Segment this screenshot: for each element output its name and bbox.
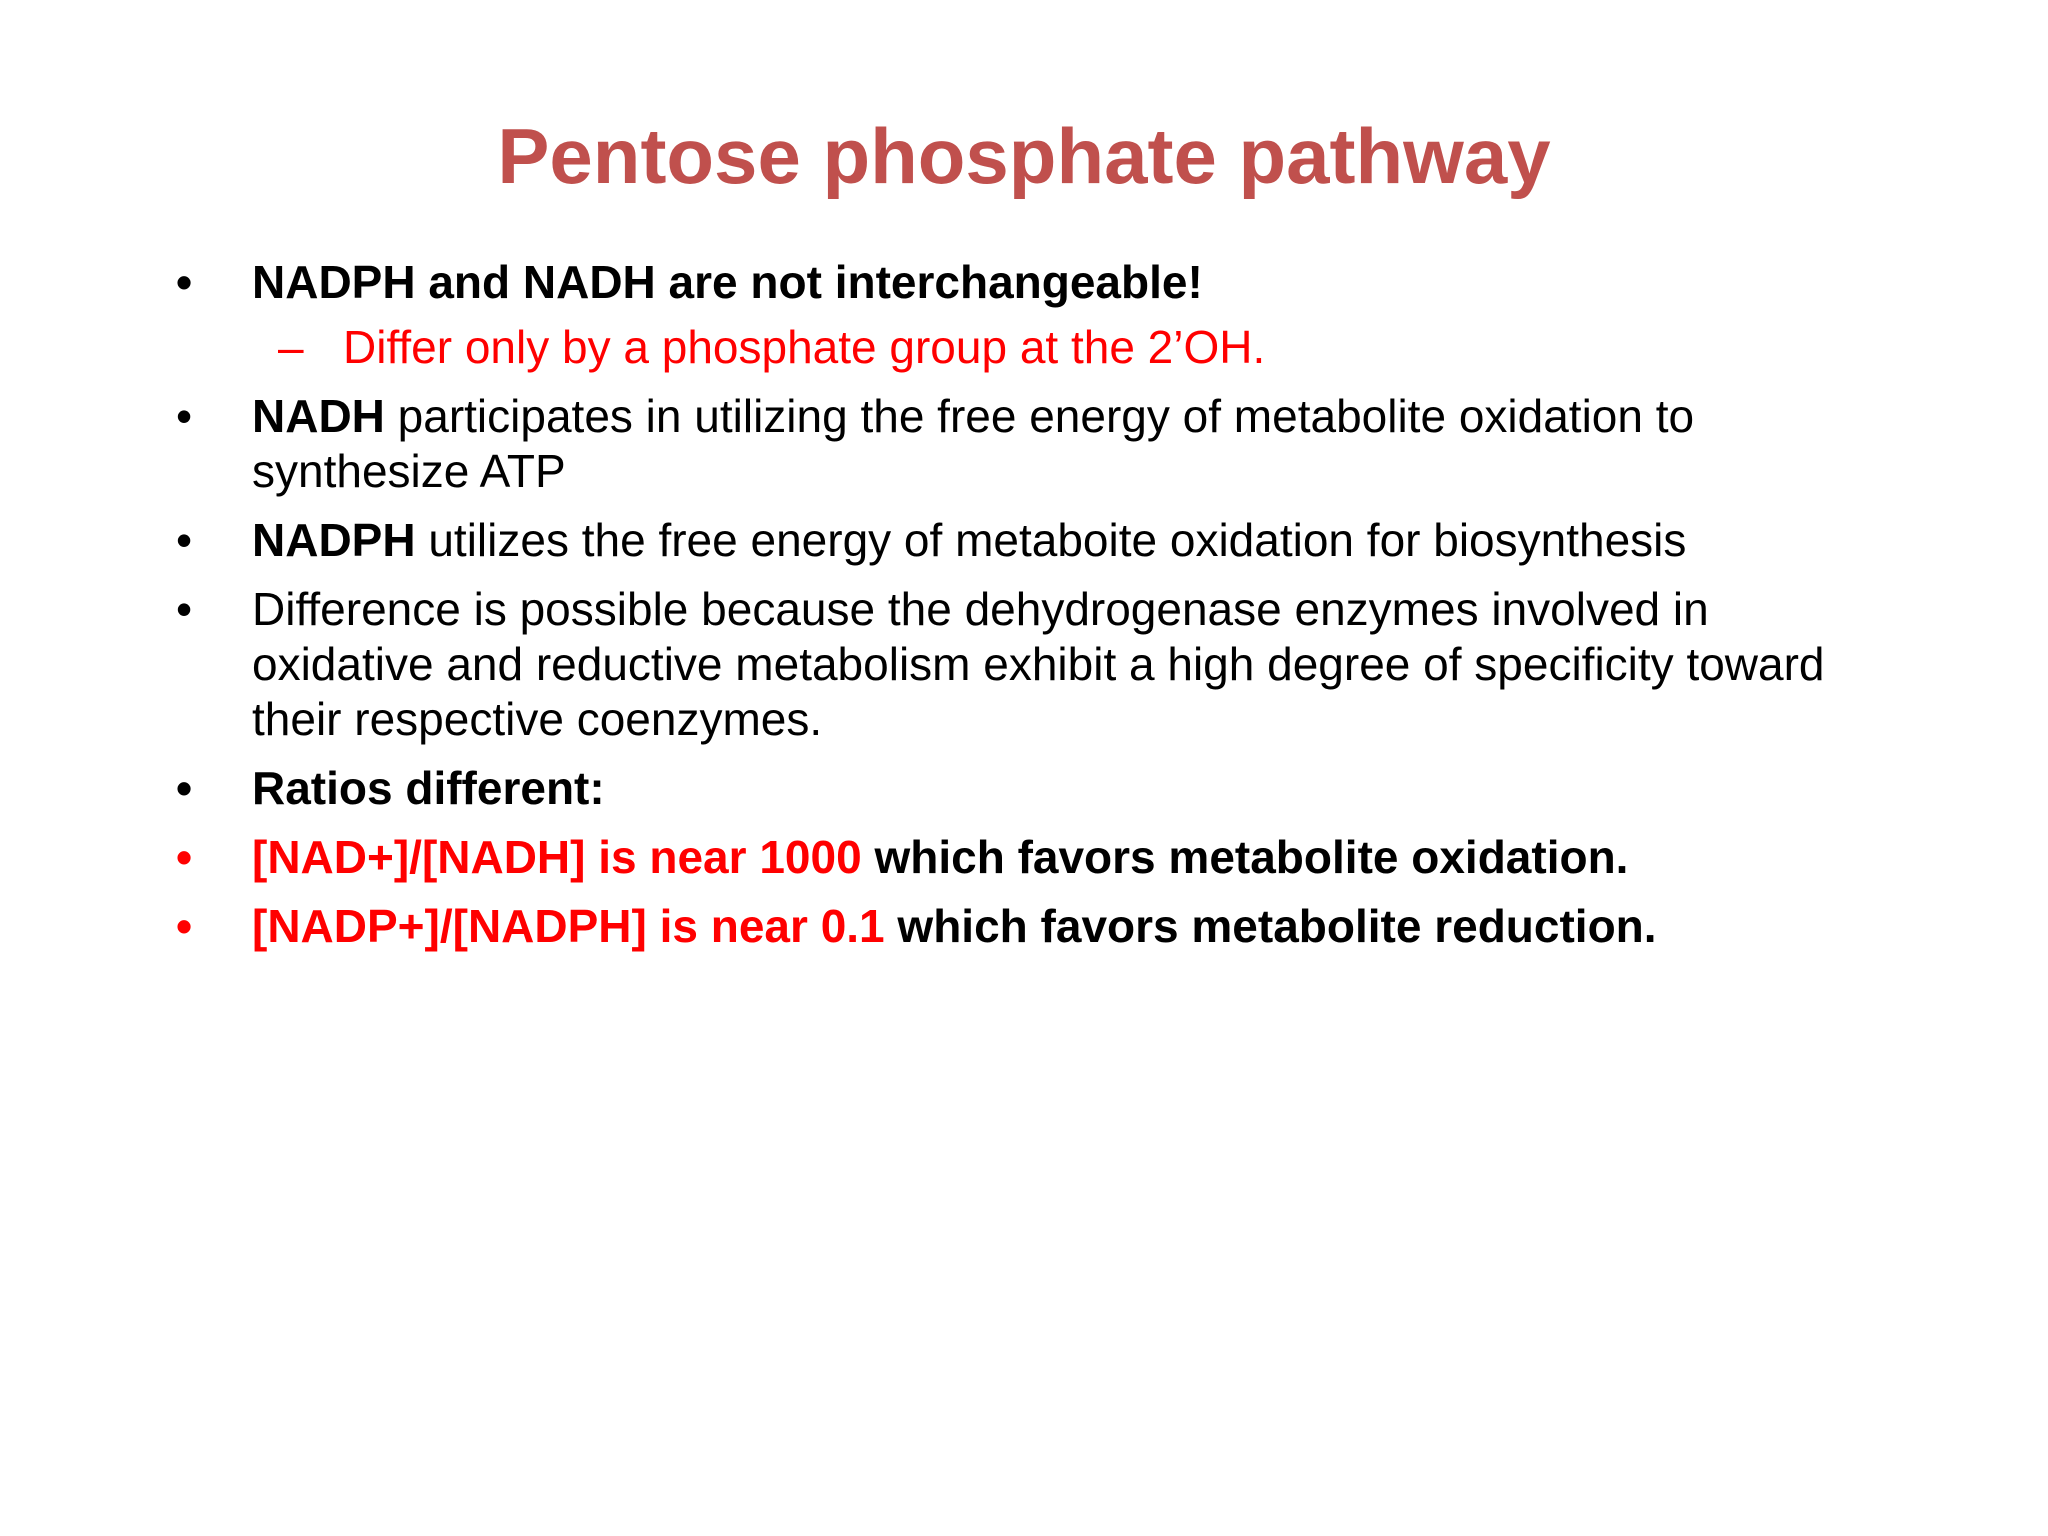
bullet-item [170,761,1870,816]
bullet-marker: • [176,514,193,566]
bullet-item [170,255,1870,310]
bullet-text: Ratios different: [252,762,605,814]
bullet-marker: • [176,762,193,814]
bullet-item [170,389,1870,499]
bullet-item [170,513,1870,568]
ratio-text: [NADP+]/[NADPH] is near 0.1 [252,900,885,952]
bullet-marker: • [176,900,193,952]
bullet-list [170,255,1870,968]
bullet-item [170,582,1870,747]
dash-marker: – [278,321,304,373]
slide-title: Pentose phosphate pathway [497,112,1551,200]
sub-bullet-item [170,320,1870,375]
bullet-text: which favors metabolite oxidation. [861,831,1629,883]
bullet-text: NADPH and NADH are not interchangeable! [252,256,1203,308]
bullet-text: participates in utilizing the free energy of metabolite oxidation to synthesize ATP [252,390,1695,497]
bullet-term: NADH [252,390,385,442]
bullet-item [170,830,1870,885]
bullet-marker: • [176,831,193,883]
ratio-text: [NAD+]/[NADH] is near 1000 [252,831,862,883]
bullet-marker: • [176,256,193,308]
bullet-term: NADPH [252,514,416,566]
bullet-text: utilizes the free energy of metaboite oxidation for biosynthesis [415,514,1687,566]
bullet-marker: • [176,583,193,635]
sub-bullet-text: Differ only by a phosphate group at the 2’OH. [343,321,1266,373]
bullet-marker: • [176,390,193,442]
bullet-item [170,899,1870,954]
bullet-text: which favors metabolite reduction. [884,900,1657,952]
bullet-text: Difference is possible because the dehydrogenase enzymes involved in oxidative and reductive metabolism exhibit a high degree of specificity toward their respective coenzymes. [252,583,1825,745]
